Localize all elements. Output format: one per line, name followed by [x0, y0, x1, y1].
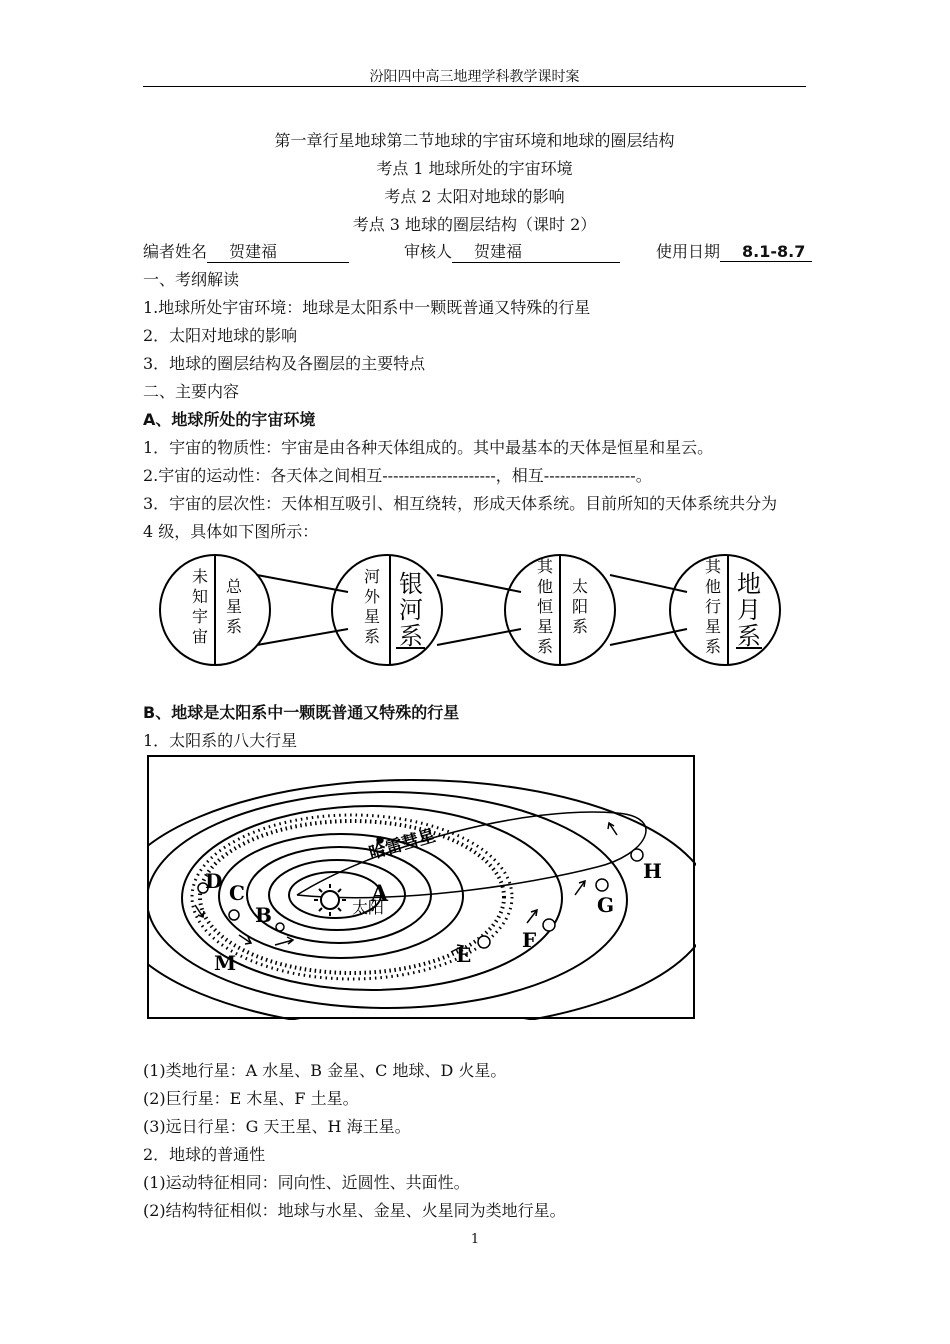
planet-list-3: (3)远日行星：G 天王星、H 海王星。 — [143, 1117, 411, 1136]
planet-label-b: B — [255, 903, 272, 927]
section-1-heading: 一、考纲解读 — [143, 270, 240, 289]
section-a-item-2: 2.宇宙的运动性：各天体之间相互---------------------，相互-----------------。 — [143, 466, 652, 485]
circle-2-left: 河外星系 — [363, 567, 381, 646]
circle-1-right: 总星系 — [225, 577, 243, 636]
circle-1-left: 未知宇宙 — [191, 567, 209, 646]
hierarchy-diagram — [140, 545, 800, 675]
reviewer-value: 贺建福 — [452, 239, 620, 263]
planet-label-d: D — [205, 869, 223, 893]
editor-value: 贺建福 — [207, 239, 349, 263]
page-number: 1 — [470, 1232, 480, 1247]
circle-3-left: 其他恒星系 — [536, 557, 554, 656]
planet-label-f: F — [522, 928, 537, 952]
planet-label-m: M — [214, 951, 237, 975]
date-field — [656, 239, 812, 262]
planet-label-c: C — [229, 881, 245, 905]
planet-list-1: (1)类地行星：A 水星、B 金星、C 地球、D 火星。 — [143, 1061, 507, 1080]
section-a-item-3: 3．宇宙的层次性：天体相互吸引、相互绕转，形成天体系统。目前所知的天体系统共分为 — [143, 494, 778, 513]
planet-label-e: E — [456, 943, 472, 967]
section-a-heading: A、地球所处的宇宙环境 — [143, 410, 316, 429]
syllabus-item-3: 3．地球的圈层结构及各圈层的主要特点 — [143, 354, 426, 373]
solar-system-diagram — [147, 755, 696, 1020]
reviewer-label: 审核人 — [404, 242, 453, 261]
chapter-title: 第一章行星地球第二节地球的宇宙环境和地球的圈层结构 — [274, 131, 675, 150]
earth-common-1: (1)运动特征相同：同向性、近圆性、共面性。 — [143, 1173, 470, 1192]
page-header: 汾阳四中高三地理学科教学课时案 — [369, 69, 580, 85]
topic-2-title: 考点 2 太阳对地球的影响 — [384, 187, 565, 206]
header-rule — [143, 86, 806, 87]
sun-label: 太阳 — [352, 898, 385, 917]
editor-label: 编者姓名 — [143, 242, 208, 261]
topic-3-title: 考点 3 地球的圈层结构（课时 2） — [352, 215, 597, 234]
circle-3-right: 太阳系 — [571, 577, 589, 636]
topic-1-title: 考点 1 地球所处的宇宙环境 — [376, 159, 573, 178]
section-a-item-3-cont: 4 级，具体如下图所示： — [143, 522, 319, 541]
planet-label-h: H — [643, 859, 662, 883]
earth-common-heading: 2．地球的普通性 — [143, 1145, 266, 1164]
earth-common-2: (2)结构特征相似：地球与水星、金星、火星同为类地行星。 — [143, 1201, 566, 1220]
reviewer-field — [404, 239, 620, 263]
section-a-item-1: 1．宇宙的物质性：宇宙是由各种天体组成的。其中最基本的天体是恒星和星云。 — [143, 438, 714, 457]
planet-label-g: G — [597, 893, 615, 917]
circle-4-right: 地月系 — [737, 570, 761, 650]
section-b-heading: B、地球是太阳系中一颗既普通又特殊的行星 — [143, 703, 460, 722]
section-2-heading: 二、主要内容 — [143, 382, 240, 401]
circle-2-right: 银河系 — [399, 570, 423, 650]
planet-label-a: A — [371, 881, 389, 907]
section-b-item-1: 1．太阳系的八大行星 — [143, 731, 298, 750]
comet-label: 哈雷彗星 — [366, 825, 438, 864]
planet-list-2: (2)巨行星：E 木星、F 土星。 — [143, 1089, 359, 1108]
circle-4-left: 其他行星系 — [704, 557, 722, 656]
editor-field — [143, 239, 349, 263]
date-value: 8.1-8.7 — [720, 242, 812, 262]
syllabus-item-2: 2．太阳对地球的影响 — [143, 326, 298, 345]
syllabus-item-1: 1.地球所处宇宙环境：地球是太阳系中一颗既普通又特殊的行星 — [143, 298, 591, 317]
date-label: 使用日期 — [656, 242, 721, 261]
